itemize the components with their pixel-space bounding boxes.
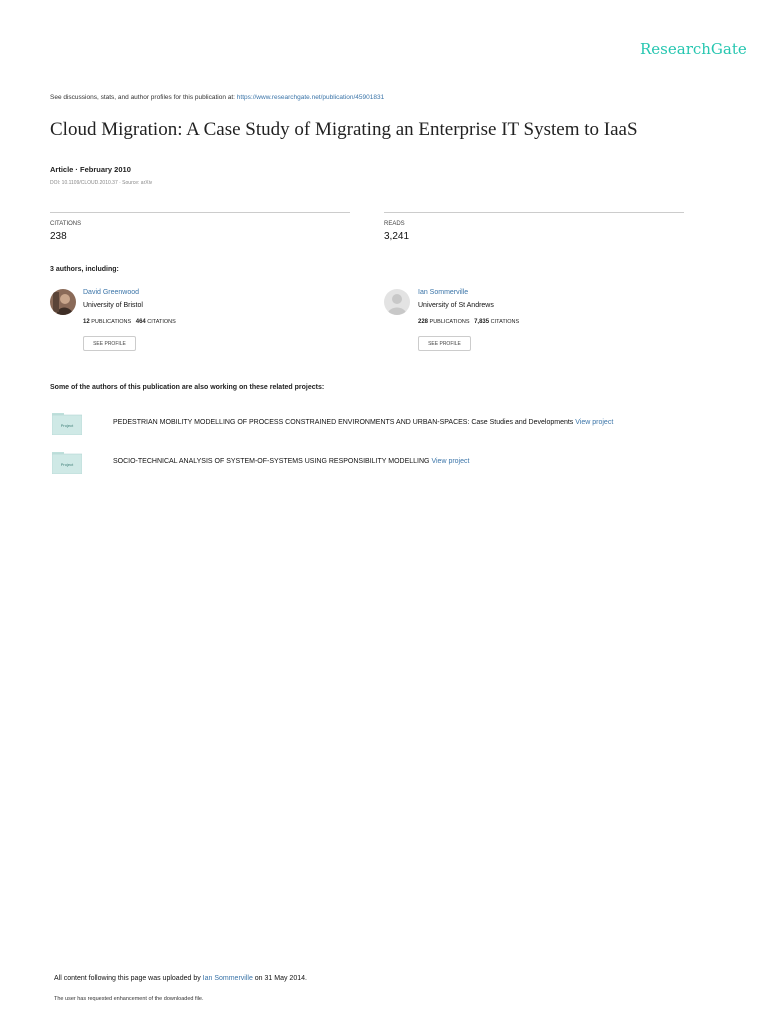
citations-label: CITATIONS — [147, 319, 176, 325]
project-folder-icon[interactable] — [52, 452, 82, 474]
project-item — [113, 419, 613, 426]
avatar[interactable] — [50, 289, 76, 315]
divider — [384, 212, 684, 213]
publications-count: 12 — [83, 319, 90, 325]
citations-label: CITATIONS — [50, 221, 82, 227]
see-profile-button[interactable]: SEE PROFILE — [83, 336, 136, 351]
author-institution: University of Bristol — [83, 302, 143, 309]
publications-label: PUBLICATIONS — [91, 319, 132, 325]
intro-text: See discussions, stats, and author profiles for this publication at: — [50, 94, 237, 101]
avatar[interactable] — [384, 289, 410, 315]
researchgate-logo[interactable]: ResearchGate — [640, 40, 747, 58]
author-stats — [418, 319, 519, 325]
upload-suffix: on 31 May 2014. — [252, 975, 307, 982]
citations-count: 7,835 — [474, 319, 490, 325]
citations-count: 464 — [135, 319, 146, 325]
paper-title: Cloud Migration: A Case Study of Migrating an Enterprise IT System to IaaS — [50, 119, 638, 140]
citations-label: CITATIONS — [490, 319, 520, 325]
reads-label: READS — [384, 221, 405, 227]
upload-notice — [54, 975, 307, 982]
project-icon-label: Project — [60, 423, 74, 428]
author-institution: University of St Andrews — [418, 302, 494, 309]
paper-doi: DOI: 10.1109/CLOUD.2010.37 · Source: arXiv — [50, 180, 153, 186]
upload-prefix: All content following this page was uploaded by — [54, 975, 203, 982]
view-project-link[interactable]: View project — [431, 458, 470, 465]
divider — [50, 212, 350, 213]
project-item — [113, 458, 469, 465]
reads-value: 3,241 — [384, 231, 410, 242]
projects-heading: Some of the authors of this publication are also working on these related projects: — [50, 384, 325, 391]
author-stats — [83, 319, 176, 325]
authors-heading: 3 authors, including: — [50, 266, 119, 273]
project-icon-label: Project — [60, 462, 74, 467]
citations-value: 238 — [50, 231, 67, 242]
author-name[interactable]: Ian Sommerville — [418, 289, 469, 296]
author-photo-icon — [50, 289, 76, 315]
project-title: SOCIO-TECHNICAL ANALYSIS OF SYSTEM-OF-SYSTEMS USING RESPONSIBILITY MODELLING — [113, 458, 430, 465]
publications-count: 228 — [418, 319, 429, 325]
author-name[interactable]: David Greenwood — [83, 289, 140, 296]
paper-meta: Article · February 2010 — [50, 165, 131, 174]
publications-label: PUBLICATIONS — [429, 319, 470, 325]
enhancement-note: The user has requested enhancement of the downloaded file. — [54, 996, 204, 1002]
intro-line — [50, 94, 384, 101]
project-folder-icon[interactable] — [52, 413, 82, 435]
uploader-link[interactable]: Ian Sommerville — [202, 975, 253, 982]
project-title: PEDESTRIAN MOBILITY MODELLING OF PROCESS CONSTRAINED ENVIRONMENTS AND URBAN-SPACES: Case Studies and Developments — [113, 419, 574, 426]
default-avatar-icon — [384, 289, 410, 315]
publication-link[interactable]: https://www.researchgate.net/publication/45901831 — [236, 94, 385, 101]
see-profile-button[interactable]: SEE PROFILE — [418, 336, 471, 351]
view-project-link[interactable]: View project — [575, 419, 614, 426]
